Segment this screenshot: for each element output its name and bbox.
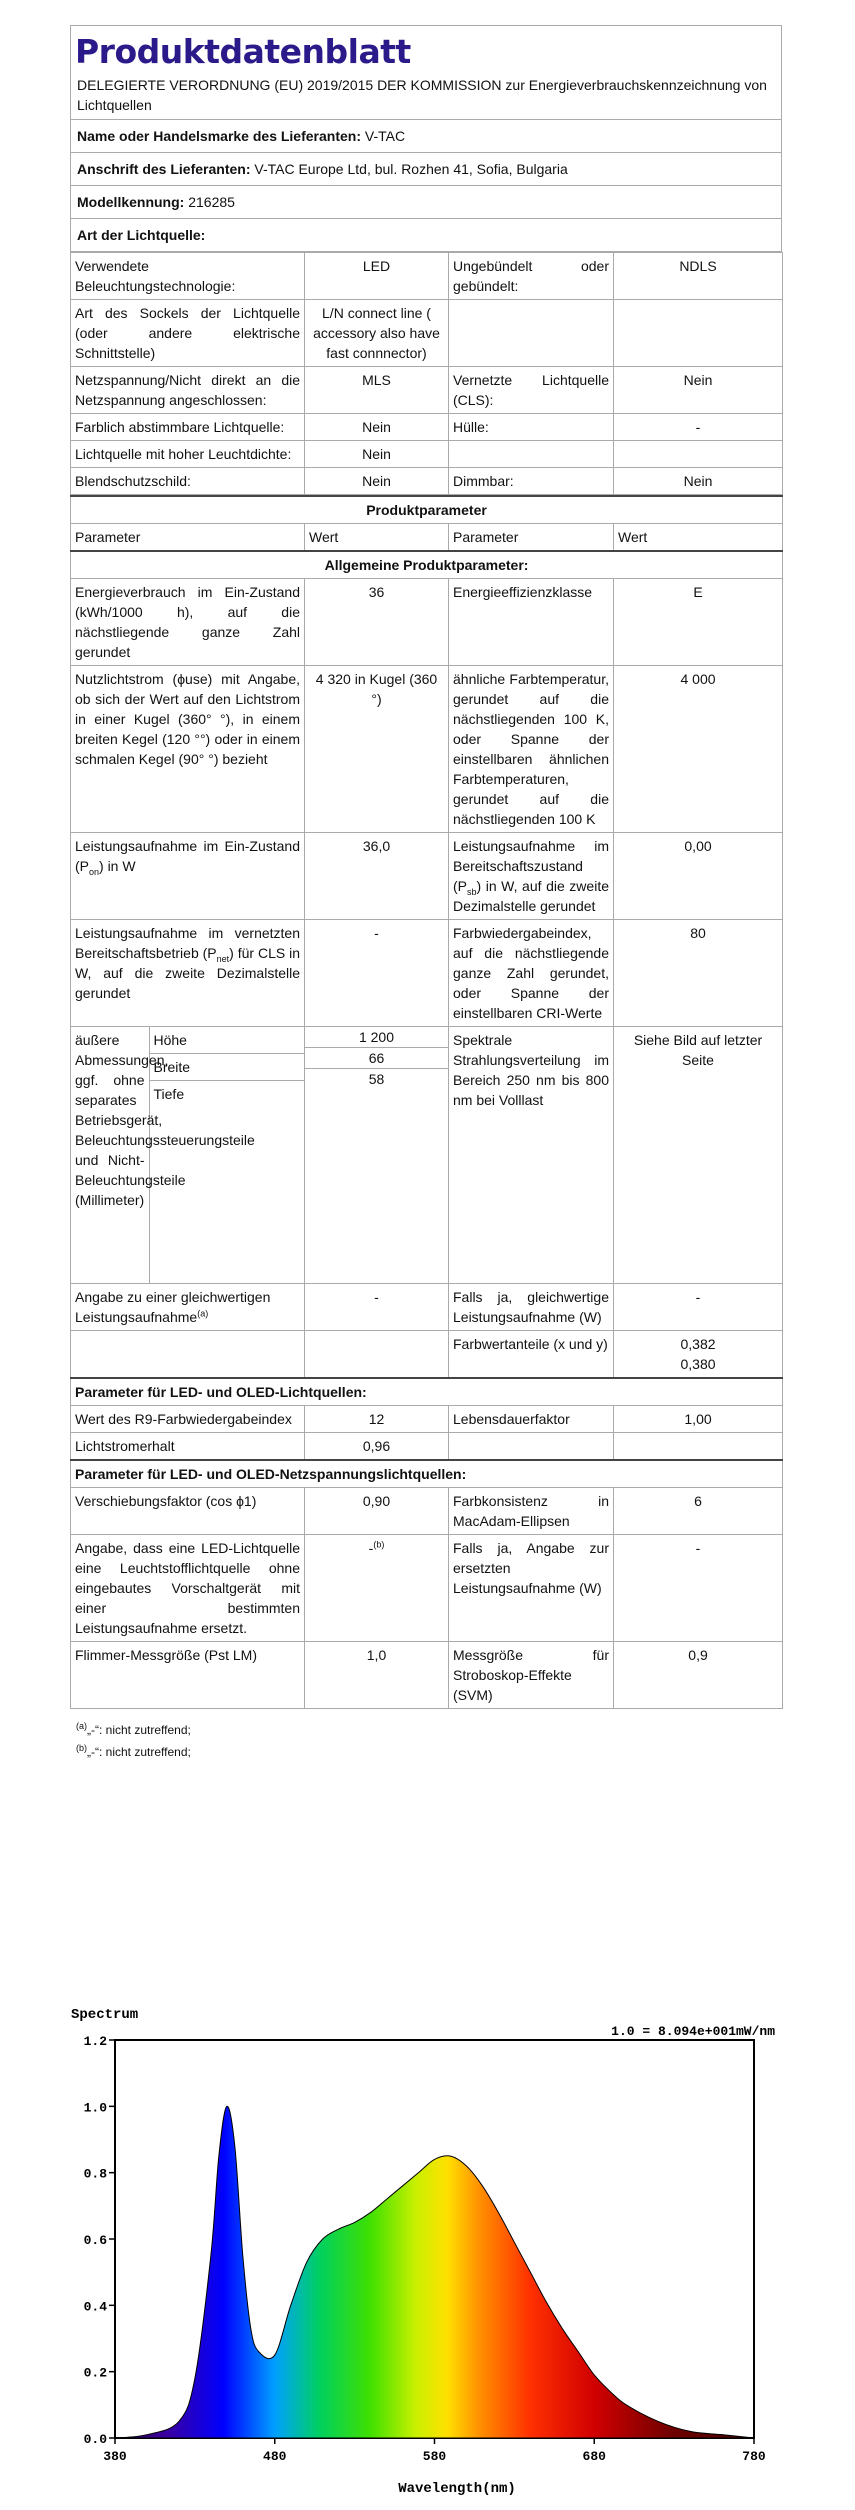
lamp-type-cell-l2: Ungebündelt oder gebündelt:	[449, 253, 614, 300]
dimensions-cell	[71, 1027, 305, 1284]
supplier-address: V-TAC Europe Ltd, bul. Rozhen 41, Sofia, Bulgaria	[254, 161, 568, 177]
table-row	[71, 1488, 783, 1535]
r9-label: Wert des R9-Farbwiedergabeindex	[71, 1406, 305, 1433]
lamp-type-table	[70, 252, 783, 495]
y-tick-label: 1.2	[83, 2034, 107, 2049]
title-box	[70, 25, 782, 120]
light-source-section: Art der Lichtquelle:	[70, 219, 782, 252]
table-row	[71, 666, 783, 833]
lamp-type-cell-v2	[614, 441, 783, 468]
replaced-power-label: Falls ja, Angabe zur ersetzten Leistungsaufnahme (W)	[449, 1535, 614, 1642]
stroboscopic-label: Messgröße für Stroboskop-Effekte (SVM)	[449, 1642, 614, 1709]
footnote-a: $^{(a)}$„-“: nicht zutreffend;	[76, 1721, 191, 1737]
model-label: Modellkennung:	[77, 194, 185, 210]
general-header: Allgemeine Produktparameter:	[71, 551, 783, 579]
energy-class-label: Energieeffizienzklasse	[449, 579, 614, 666]
spectral-value: Siehe Bild auf letzter Seite	[614, 1027, 783, 1284]
spectrum-area	[115, 2106, 754, 2438]
displacement-factor-label: Verschiebungsfaktor (cos ϕ1)	[71, 1488, 305, 1535]
table-row	[71, 579, 783, 666]
lamp-type-cell-l2: Hülle:	[449, 414, 614, 441]
colour-consistency-value: 6	[614, 1488, 783, 1535]
y-tick-label: 1.0	[83, 2100, 107, 2116]
energy-class-value: E	[614, 579, 783, 666]
y-tick-label: 0.4	[83, 2299, 107, 2315]
lamp-type-cell-l2: Dimmbar:	[449, 468, 614, 495]
luminous-flux-value: 4 320 in Kugel (360 °)	[305, 666, 449, 833]
dimensions-values	[305, 1027, 449, 1284]
luminous-flux-label: Nutzlichtstrom (ϕuse) mit Angabe, ob sich der Wert auf den Lichtstrom in einer Kugel (360° °), in einem breiten Kegel (120 °°) oder in einem schmalen Kegel (90° °) bezieht	[71, 666, 305, 833]
lamp-type-cell-l1: Netzspannung/Nicht direkt an die Netzspannung angeschlossen:	[71, 367, 305, 414]
lamp-type-cell-v1: L/N connect line ( accessory also have fast connnector)	[305, 300, 449, 367]
lamp-type-cell-l1: Verwendete Beleuchtungstechnologie:	[71, 253, 305, 300]
dim-key-width: Breite	[149, 1054, 304, 1081]
page-title: Produktdatenblatt	[75, 32, 411, 71]
energy-consumption-value: 36	[305, 579, 449, 666]
lamp-type-cell-v2: Nein	[614, 367, 783, 414]
table-row	[71, 1406, 783, 1433]
standby-power-value: 0,00	[614, 833, 783, 920]
table-row	[71, 468, 783, 495]
cri-value: 80	[614, 920, 783, 1027]
y-tick-label: 0.2	[83, 2365, 107, 2381]
lamp-type-cell-v2	[614, 300, 783, 367]
colour-consistency-label: Farbkonsistenz in MacAdam-Ellipsen	[449, 1488, 614, 1535]
dim-height-value: 1 200	[305, 1027, 448, 1048]
r9-value: 12	[305, 1406, 449, 1433]
supplier-address-row	[70, 153, 782, 186]
stroboscopic-value: 0,9	[614, 1642, 783, 1709]
supplier-address-label: Anschrift des Lieferanten:	[77, 161, 251, 177]
equivalent-power-value: -	[305, 1284, 449, 1331]
chromaticity-value: 0,382 0,380	[614, 1331, 783, 1379]
chart-title: Spectrum	[71, 2007, 139, 2023]
x-tick-label: 680	[582, 2449, 606, 2464]
lamp-type-cell-l1: Lichtquelle mit hoher Leuchtdichte:	[71, 441, 305, 468]
lamp-type-cell-l1: Blendschutzschild:	[71, 468, 305, 495]
col-value-1: Wert	[305, 524, 449, 552]
table-row	[71, 253, 783, 300]
led-header: Parameter für LED- und OLED-Lichtquellen:	[71, 1378, 783, 1406]
footnote-b: $^{(b)}$„-“: nicht zutreffend;	[76, 1743, 191, 1759]
table-row	[71, 1284, 783, 1331]
displacement-factor-value: 0,90	[305, 1488, 449, 1535]
lamp-type-cell-v1: Nein	[305, 468, 449, 495]
flicker-label: Flimmer-Messgröße (Pst LM)	[71, 1642, 305, 1709]
mains-header: Parameter für LED- und OLED-Netzspannungslichtquellen:	[71, 1460, 783, 1488]
x-axis-label: Wavelength(nm)	[398, 2481, 516, 2497]
table-row	[71, 441, 783, 468]
lamp-type-cell-v1: LED	[305, 253, 449, 300]
product-params-table	[70, 495, 783, 1709]
dim-key-depth: Tiefe	[153, 1086, 185, 1102]
lumen-maintenance-value: 0,96	[305, 1433, 449, 1461]
lamp-type-cell-v1: Nein	[305, 441, 449, 468]
survival-factor-value: 1,00	[614, 1406, 783, 1433]
lamp-type-cell-l2: Vernetzte Lichtquelle (CLS):	[449, 367, 614, 414]
lamp-type-cell-v2: Nein	[614, 468, 783, 495]
col-param-1: Parameter	[71, 524, 305, 552]
networked-standby-value: -	[305, 920, 449, 1027]
table-row	[71, 367, 783, 414]
col-value-2: Wert	[614, 524, 783, 552]
chromaticity-label: Farbwertanteile (x und y)	[449, 1331, 614, 1379]
spectrum-chart	[67, 1998, 787, 2498]
supplier-brand: V-TAC	[364, 128, 406, 144]
table-row	[71, 920, 783, 1027]
model-row	[70, 186, 782, 219]
equivalent-power-w-label: Falls ja, gleichwertige Leistungsaufnahme (W)	[449, 1284, 614, 1331]
table-row	[71, 1433, 783, 1461]
lamp-type-cell-v1: Nein	[305, 414, 449, 441]
table-row	[71, 1027, 783, 1284]
datasheet	[70, 25, 782, 1763]
supplier-brand-row	[70, 120, 782, 153]
flicker-value: 1,0	[305, 1642, 449, 1709]
y-tick-label: 0.6	[83, 2233, 107, 2248]
x-tick-label: 380	[103, 2449, 127, 2464]
networked-standby-label: Leistungsaufnahme im vernetzten Bereitschaftsbetrieb $(P_{net})$ für CLS in W, auf die zweite Dezimalstelle gerundet	[71, 920, 305, 1027]
supplier-brand-label: Name oder Handelsmarke des Lieferanten:	[77, 128, 361, 144]
table-row	[71, 1535, 783, 1642]
col-param-2: Parameter	[449, 524, 614, 552]
dim-width-value: 66	[305, 1048, 448, 1069]
spectral-label: Spektrale Strahlungsverteilung im Bereich 250 nm bis 800 nm bei Volllast	[449, 1027, 614, 1284]
lamp-type-cell-l1: Art des Sockels der Lichtquelle (oder andere elektrische Schnittstelle)	[71, 300, 305, 367]
on-power-label: Leistungsaufnahme im Ein-Zustand $(P_{on})$ in W	[71, 833, 305, 920]
plot-area	[84, 2034, 766, 2464]
table-row	[71, 833, 783, 920]
equivalent-power-w-value: -	[614, 1284, 783, 1331]
fluorescent-replacement-value: -$^{(b)}$	[305, 1535, 449, 1642]
equivalent-power-label: Angabe zu einer gleichwertigen Leistungsaufnahme$^{(a)}$	[71, 1284, 305, 1331]
y-tick-label: 0.0	[83, 2432, 107, 2447]
x-tick-label: 780	[742, 2449, 766, 2464]
fluorescent-replacement-label: Angabe, dass eine LED-Lichtquelle eine Leuchtstofflichtquelle ohne eingebautes Vorschaltgerät mit einer bestimmten Leistungsaufnahme ersetzt.	[71, 1535, 305, 1642]
spectrum-svg	[67, 1998, 787, 2498]
table-row	[71, 1331, 783, 1379]
survival-factor-label: Lebensdauerfaktor	[449, 1406, 614, 1433]
energy-consumption-label: Energieverbrauch im Ein-Zustand (kWh/1000 h), auf die nächstliegende ganze Zahl gerundet	[71, 579, 305, 666]
y-tick-label: 0.8	[83, 2166, 107, 2182]
lamp-type-cell-l2	[449, 441, 614, 468]
lamp-type-cell-l1: Farblich abstimmbare Lichtquelle:	[71, 414, 305, 441]
x-tick-label: 580	[422, 2449, 447, 2464]
cct-value: 4 000	[614, 666, 783, 833]
model-id: 216285	[188, 194, 235, 210]
cri-label: Farbwiedergabeindex, auf die nächstliegende ganze Zahl gerundet, oder Spanne der einstellbaren CRI-Werte	[449, 920, 614, 1027]
product-params-header: Produktparameter	[71, 496, 783, 524]
table-row	[71, 1642, 783, 1709]
lamp-type-cell-v1: MLS	[305, 367, 449, 414]
lamp-type-cell-v2: NDLS	[614, 253, 783, 300]
table-row	[71, 300, 783, 367]
replaced-power-value: -	[614, 1535, 783, 1642]
standby-power-label: Leistungsaufnahme im Bereitschaftszustand $(P_{sb})$ in W, auf die zweite Dezimalstelle gerundet	[449, 833, 614, 920]
lamp-type-cell-v2: -	[614, 414, 783, 441]
footnotes	[70, 1719, 782, 1763]
lumen-maintenance-label: Lichtstromerhalt	[71, 1433, 305, 1461]
x-tick-label: 480	[263, 2449, 287, 2464]
dimensions-label: äußere Abmessungen, ggf. ohne separates Betriebsgerät, Beleuchtungssteuerungsteile und Nicht-Beleuchtungsteile (Millimeter)	[71, 1027, 149, 1283]
lamp-type-cell-l2	[449, 300, 614, 367]
cct-label: ähnliche Farbtemperatur, gerundet auf die nächstliegenden 100 K, oder Spanne der einstellbaren ähnlichen Farbtemperaturen, gerundet auf die nächstliegenden 100 K	[449, 666, 614, 833]
dim-depth-value: 58	[368, 1071, 385, 1087]
dim-key-height: Höhe	[149, 1027, 304, 1054]
regulation-text: DELEGIERTE VERORDNUNG (EU) 2019/2015 DER KOMMISSION zur Energieverbrauchskennzeichnung von Lichtquellen	[77, 77, 767, 113]
on-power-value: 36,0	[305, 833, 449, 920]
table-row	[71, 414, 783, 441]
chart-scale-note: 1.0 = 8.094e+001mW/nm	[611, 2024, 775, 2039]
